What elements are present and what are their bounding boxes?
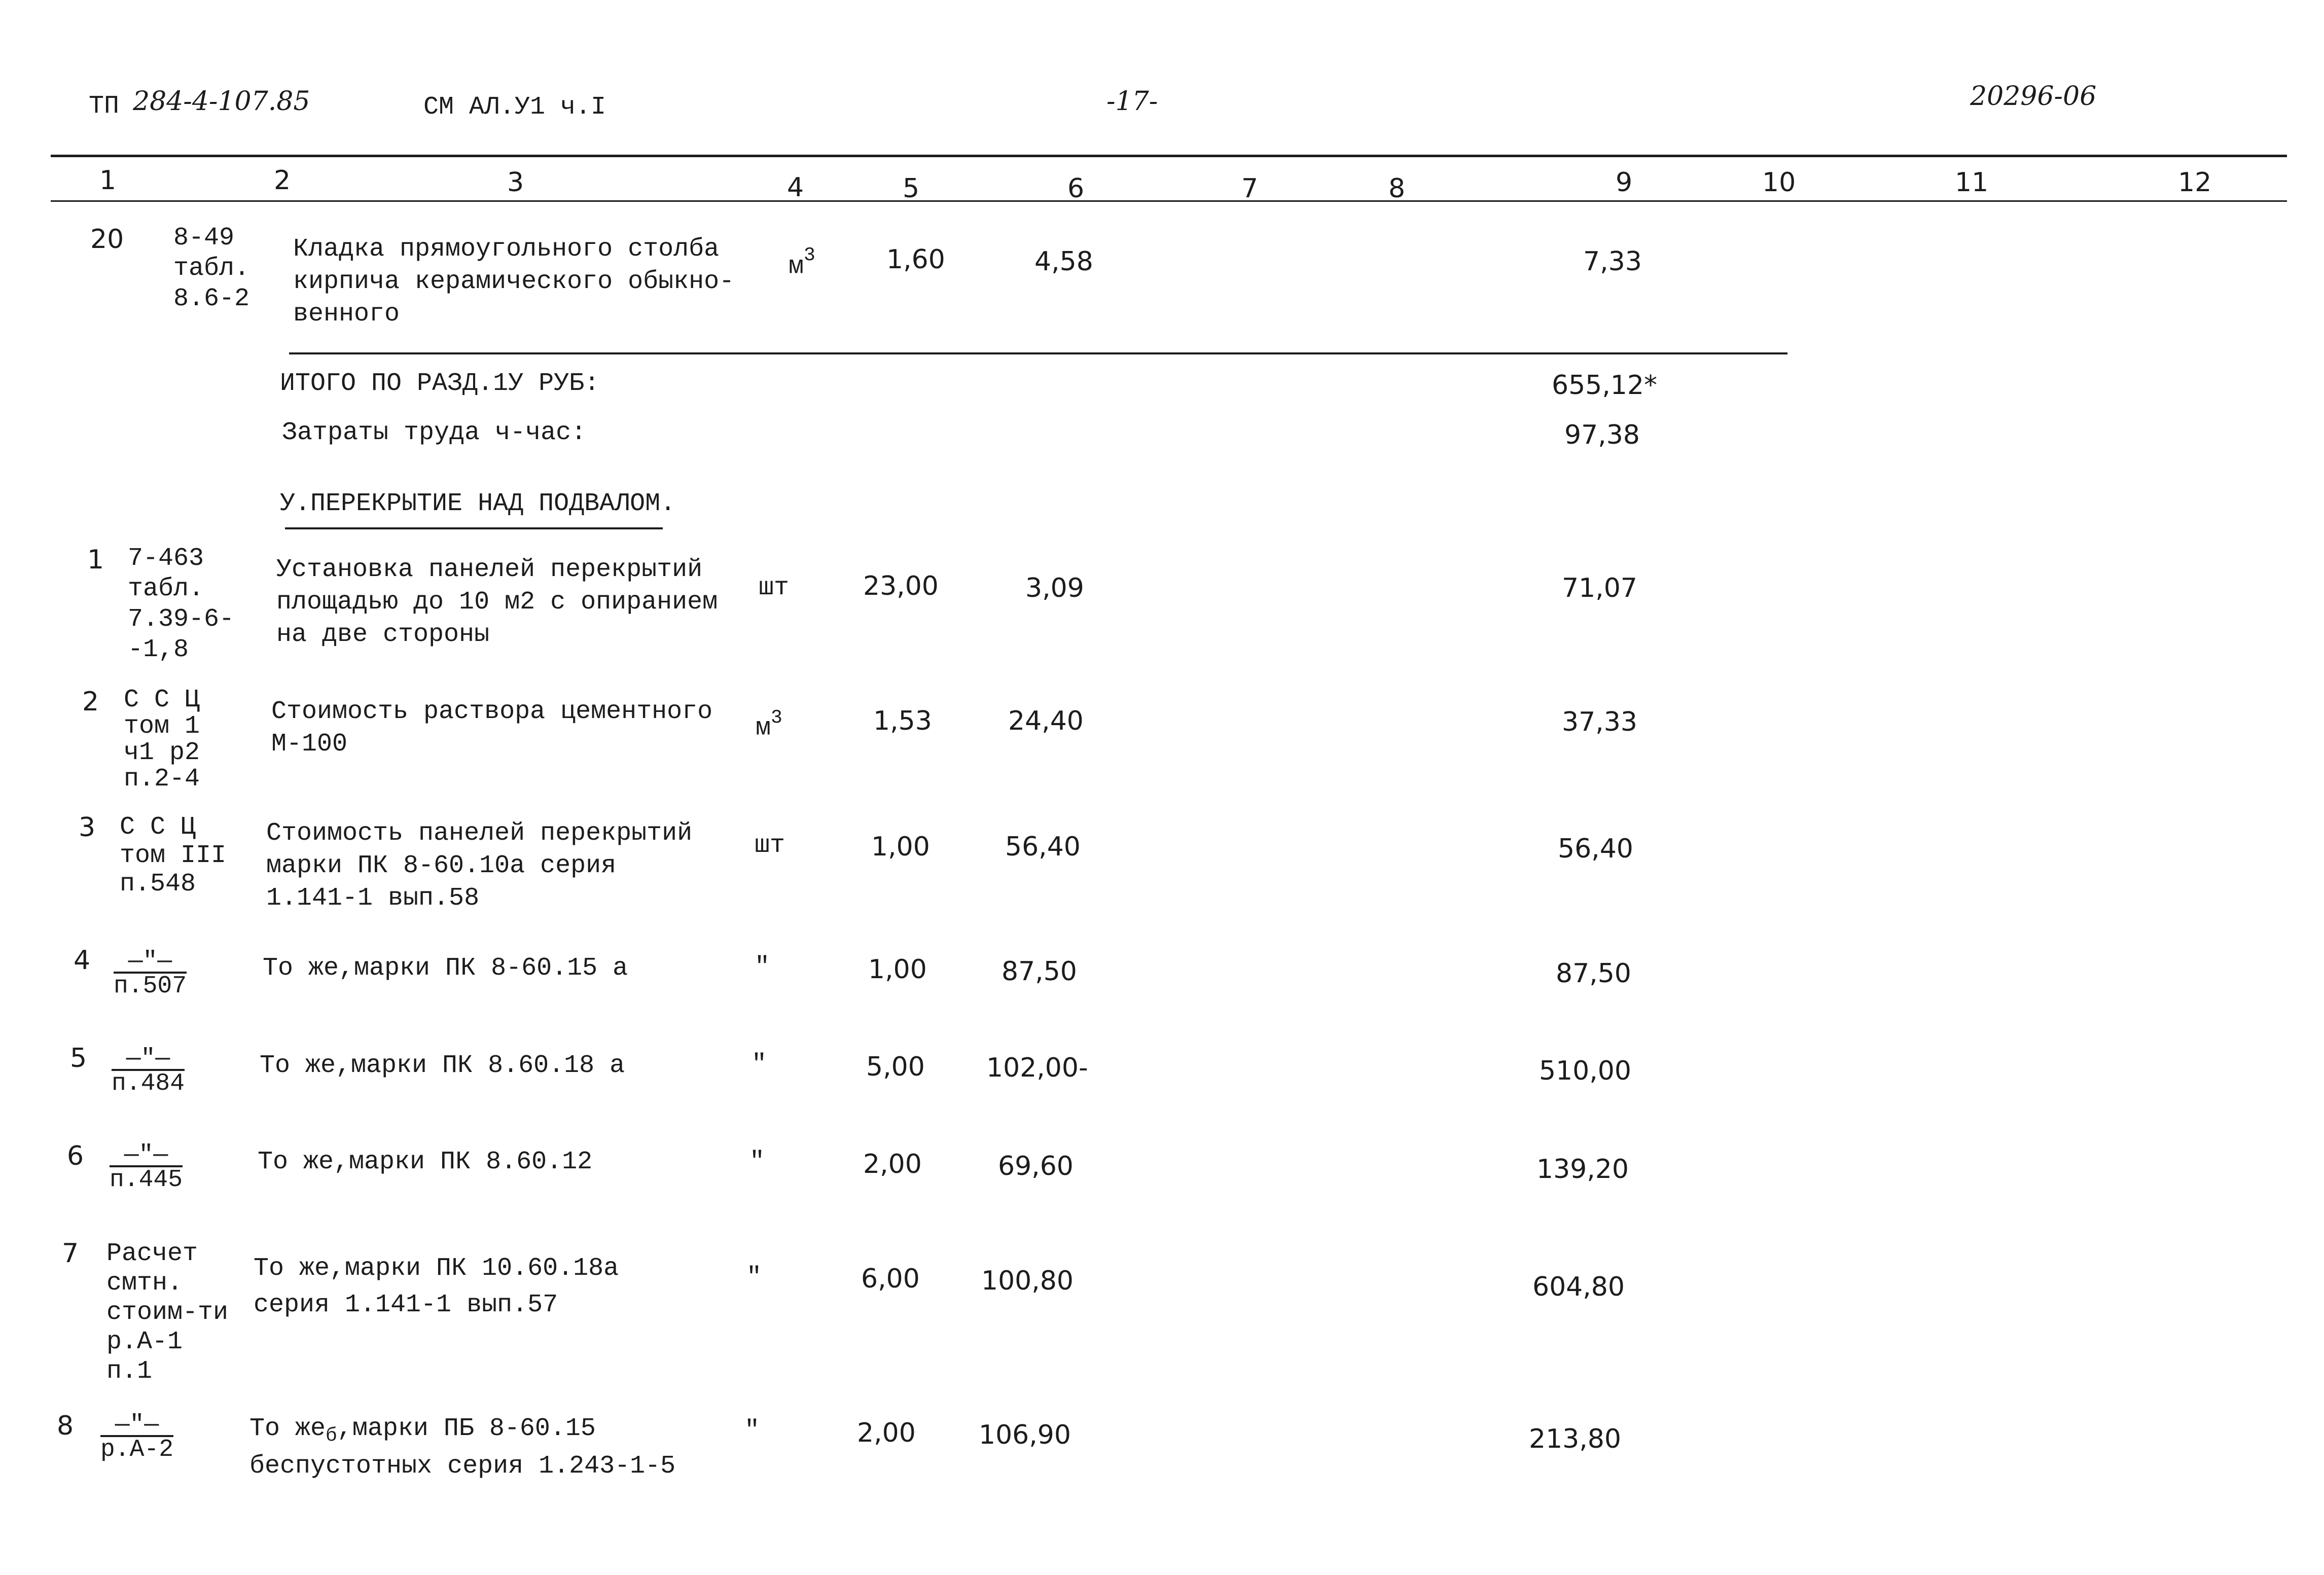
row3-description: Стоимость панелей перекрытий марки ПК 8-60.10а серия 1.141-1 вып.58 <box>266 819 693 913</box>
col-5-header: 5 <box>903 173 920 204</box>
row3-unit: шт <box>755 831 785 860</box>
col-2-header: 2 <box>274 165 291 196</box>
estimate-code: СМ АЛ.У1 ч.I <box>423 93 606 122</box>
row3-num: 3 <box>79 812 96 843</box>
row4-code-ditto: —"— <box>114 951 187 974</box>
row1-price: 3,09 <box>1025 573 1084 603</box>
row5-code-ref: п.484 <box>112 1070 185 1097</box>
row5-total: 510,00 <box>1539 1056 1631 1086</box>
row20-price: 4,58 <box>1034 246 1093 277</box>
row2-description: Стоимость раствора цементного М-100 <box>271 697 713 759</box>
row7-total: 604,80 <box>1532 1272 1625 1302</box>
table-header-rule <box>51 200 2287 202</box>
row20-description: Кладка прямоугольного столба кирпича керамического обыкно- венного <box>293 235 735 329</box>
row7-price: 100,80 <box>981 1266 1074 1296</box>
row1-num: 1 <box>87 545 104 575</box>
row2-unit-text: м <box>756 713 771 743</box>
row3-qty: 1,00 <box>871 832 930 862</box>
row8-code <box>100 1411 174 1463</box>
row2-price: 24,40 <box>1008 706 1084 736</box>
row2-unit <box>756 705 782 745</box>
row1-unit: шт <box>759 574 790 602</box>
itogo-label: ИТОГО ПО РАЗД.1У РУБ: <box>280 369 600 398</box>
doc-code-prefix: ТП <box>89 92 120 121</box>
row5-code <box>112 1045 185 1097</box>
row2-num: 2 <box>82 687 99 717</box>
section-title-underline <box>285 527 663 529</box>
col-7-header: 7 <box>1241 173 1259 204</box>
col-10-header: 10 <box>1762 167 1796 198</box>
row8-total: 213,80 <box>1529 1424 1621 1454</box>
row20-qty: 1,60 <box>886 244 945 275</box>
row4-price: 87,50 <box>1002 956 1077 987</box>
row7-description: То же,марки ПК 10.60.18а серия 1.141-1 вып.57 <box>254 1254 619 1319</box>
row1-qty: 23,00 <box>863 571 939 601</box>
row20-num: 20 <box>90 224 124 255</box>
row8-description-line1 <box>249 1413 596 1452</box>
row4-num: 4 <box>74 945 91 976</box>
row7-num: 7 <box>62 1238 79 1269</box>
col-9-header: 9 <box>1616 167 1633 198</box>
labor-value: 97,38 <box>1564 420 1640 450</box>
row2-qty: 1,53 <box>873 706 932 736</box>
row8-description-line2: беспустотных серия 1.243-1-5 <box>249 1452 676 1481</box>
row5-num: 5 <box>70 1043 87 1073</box>
row2-total: 37,33 <box>1562 707 1637 737</box>
row20-unit <box>789 243 815 283</box>
row4-description: То же,марки ПК 8-60.15 а <box>263 954 628 983</box>
labor-label: Затраты труда ч-час: <box>282 418 587 447</box>
row5-price: 102,00- <box>986 1053 1088 1083</box>
row8-description-sub: б <box>326 1425 337 1447</box>
row1-code: 7-463 табл. 7.39-6- -1,8 <box>128 544 235 664</box>
row6-code-ditto: —"— <box>110 1145 183 1167</box>
row4-unit: " <box>755 953 770 982</box>
col-11-header: 11 <box>1955 167 1989 198</box>
row5-description: То же,марки ПК 8.60.18 а <box>260 1051 625 1080</box>
row7-code: Расчет смтн. стоим-ти р.А-1 п.1 <box>106 1239 229 1386</box>
row5-qty: 5,00 <box>866 1052 925 1082</box>
row4-qty: 1,00 <box>868 954 927 985</box>
row8-description-rest: ,марки ПБ 8-60.15 <box>337 1414 596 1443</box>
row3-price: 56,40 <box>1005 832 1081 862</box>
row2-code: С С Ц том 1 ч1 р2 п.2-4 <box>124 686 200 794</box>
section-title: У.ПЕРЕКРЫТИЕ НАД ПОДВАЛОМ. <box>280 489 676 518</box>
row8-code-ditto: —"— <box>100 1415 173 1437</box>
row5-code-ditto: —"— <box>112 1049 185 1071</box>
row8-num: 8 <box>57 1411 74 1441</box>
row2-unit-sup: 3 <box>771 707 782 729</box>
row20-unit-sup: 3 <box>804 244 815 266</box>
row6-qty: 2,00 <box>863 1149 922 1179</box>
row7-unit: " <box>746 1263 762 1292</box>
itogo-value: 655,12* <box>1552 370 1657 401</box>
col-3-header: 3 <box>507 167 524 198</box>
row6-code-ref: п.445 <box>110 1166 183 1194</box>
row8-code-ref: р.А-2 <box>100 1436 174 1463</box>
row8-price: 106,90 <box>979 1420 1071 1450</box>
col-1-header: 1 <box>99 165 117 196</box>
row8-description-start: То же <box>249 1414 326 1443</box>
row6-description: То же,марки ПК 8.60.12 <box>258 1148 593 1176</box>
row6-num: 6 <box>67 1141 84 1171</box>
archive-number: 20296-06 <box>1970 81 2097 112</box>
row8-qty: 2,00 <box>857 1418 916 1448</box>
row4-code <box>114 948 187 1000</box>
row1-description: Установка панелей перекрытий площадью до 10 м2 с опиранием на две стороны <box>276 555 718 649</box>
row3-total: 56,40 <box>1558 834 1633 864</box>
col-8-header: 8 <box>1388 173 1406 204</box>
row6-code <box>110 1141 183 1194</box>
row20-unit-text: м <box>789 252 804 281</box>
row20-code: 8-49 табл. 8.6-2 <box>173 224 250 313</box>
table-top-rule <box>51 155 2287 157</box>
row20-total: 7,33 <box>1583 246 1642 277</box>
doc-code-number: 284-4-107.85 <box>133 86 310 117</box>
subtotal-rule <box>289 352 1787 354</box>
row7-qty: 6,00 <box>861 1264 920 1294</box>
row4-code-ref: п.507 <box>114 973 187 1000</box>
row6-total: 139,20 <box>1536 1154 1629 1185</box>
col-6-header: 6 <box>1067 173 1085 204</box>
row8-unit: " <box>744 1416 760 1445</box>
row6-price: 69,60 <box>998 1151 1074 1182</box>
row1-total: 71,07 <box>1562 573 1637 603</box>
col-12-header: 12 <box>2178 167 2212 198</box>
col-4-header: 4 <box>787 172 804 203</box>
page-number: -17- <box>1106 86 1158 117</box>
row4-total: 87,50 <box>1556 958 1631 989</box>
row3-code: С С Ц том III п.548 <box>120 813 227 899</box>
row6-unit: " <box>749 1148 765 1176</box>
row5-unit: " <box>752 1050 767 1079</box>
